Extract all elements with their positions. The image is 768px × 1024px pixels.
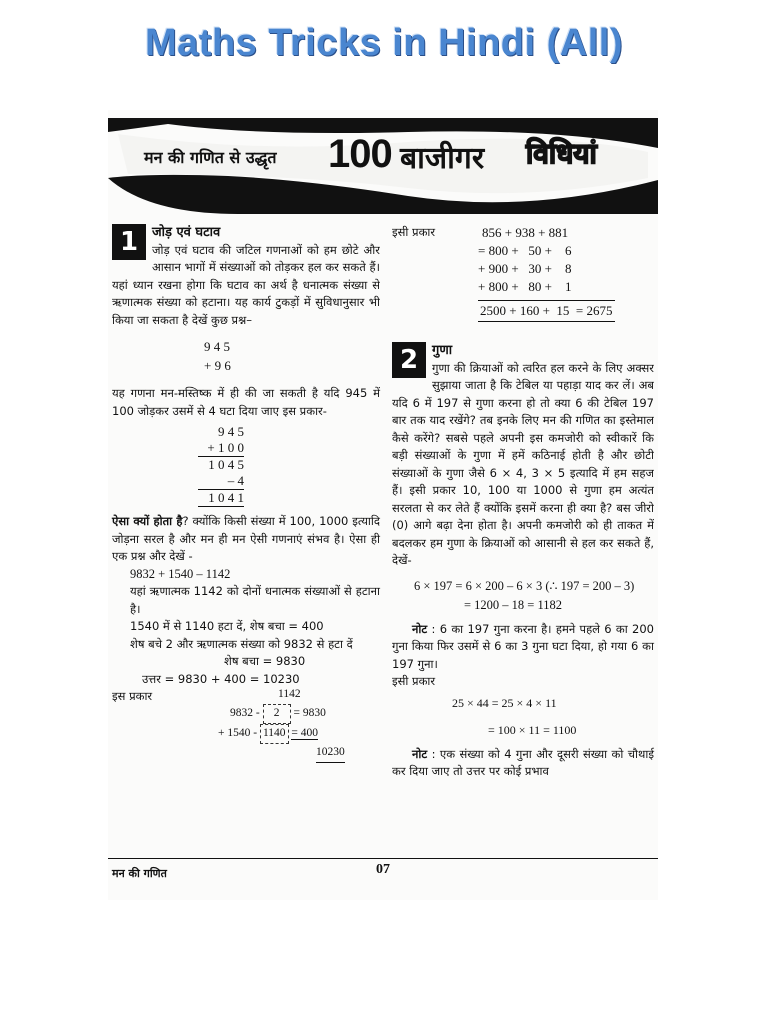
note-text: : एक संख्या को 4 गुना और दूसरी संख्या को चौथाई कर दिया जाए तो उत्तर पर कोई प्रभाव [392,746,654,778]
example-line: + 1 0 0 [198,440,244,457]
label: इस प्रकार [112,689,153,703]
section-heading: जोड़ एवं घटाव [152,225,221,240]
banner-subtitle: मन की गणित से उद्धृत [144,148,277,167]
banner-number: 100 [328,132,392,176]
paragraph: शेष बचा = 9830 [224,654,306,668]
equation: = 100 × 11 = 1100 [488,723,577,737]
example-2 [198,424,244,507]
decomposition-cell: + 1540 - [218,727,258,739]
label: इसी प्रकार [392,674,436,688]
equation: 6 × 197 = 6 × 200 – 6 × 3 (∴ 197 = 200 – 3) [414,578,635,593]
question-2: 9832 + 1540 – 1142 [130,566,231,581]
why-rest: ? क्योंकि किसी संख्या में 100, 1000 इत्यादि जोड़ना सरल है और मन ही मन ऐसी गणनाएं संभव है। ऐसा ही एक प्रश्न और देखें - [112,514,380,563]
addition-result: 2500 + 160 + 15 = 2675 [478,300,615,322]
note-paragraph [392,746,654,781]
footer-rule [108,858,658,859]
banner-word-outline: विधियां [526,137,597,170]
note-label: नोट [412,621,428,636]
decomposition-top: 1142 [278,688,301,700]
right-column [392,224,654,781]
addition-line: = 800 + 50 + 6 [478,243,572,258]
example-line: 9 4 5 [204,339,230,354]
addition-line: + 800 + 80 + 1 [478,279,572,294]
example-line: 1 0 4 5 [208,457,244,472]
decomposition-cell: 2 [263,704,291,724]
label: इसी प्रकार [392,225,436,239]
section-body: गुणा की क्रियाओं को त्वरित हल करने के लिए अक्सर सुझाया जाता है कि टेबिल या पहाड़ा याद कर लें। अब यदि 6 में 197 से गुणा करना हो तो क्या 6 की टेबिल 197 बार तक याद रखेंगे? तब इनके लिए मन की गणित का इस्तेमाल कैसे करेंगे? सबसे पहले अपनी इस कमजोरी को स्वीकारें कि बड़ी संख्याओं के गुणा में हमें कठिनाई होती है और छोटी संख्याओं के गुणा जैसे 6 × 4, 3 × 5 इत्यादि में हम सहज हैं। इसी प्रकार 10, 100 या 1000 से गुणा हम अत्यंत सरलता से कर लेते हैं क्योंकि इसमें करना ही क्या है? बस जीरो (0) आगे बढ़ा देना होता है। अपनी कमजोरी को ही ताकत में बदलकर हम गुणा के क्रियाओं को आसानी से हल कर सकते हैं, देखें- [392,360,654,567]
note-paragraph [392,621,654,674]
decomposition-block [112,688,380,764]
example-line: 9 4 5 [218,424,244,439]
paragraph: यह गणना मन-मस्तिष्क में ही की जा सकती है यदि 945 में 100 जोड़कर उसमें से 4 घटा दिया जाए इस प्रकार- [112,386,380,418]
example-line: 1 0 4 1 [198,490,244,507]
section-number-badge: 1 [112,224,146,260]
note-label: नोट [412,746,428,761]
example-line: – 4 [198,473,244,490]
equation: 25 × 44 = 25 × 4 × 11 [452,695,557,710]
section-heading: गुणा [432,343,453,358]
page-number: 07 [376,862,390,877]
left-column [112,224,380,764]
footer-book-title: मन की गणित [112,867,167,880]
decomposition-cell: 1140 [260,724,289,744]
document-title: Maths Tricks in Hindi (All) [145,22,623,64]
paragraph: उत्तर = 9830 + 400 = 10230 [142,671,300,686]
addition-line: 856 + 938 + 881 [482,225,569,240]
book-page [108,110,658,900]
decomposition-result: 10230 [316,744,345,763]
example-1 [204,337,380,375]
decomposition-cell: 9832 - [230,707,260,719]
decomposition-row [230,704,326,724]
decomposition-row [218,724,318,744]
why-paragraph [112,513,380,566]
section-intro: जोड़ एवं घटाव की जटिल गणनाओं को हम छोटे और आसान भागों में संख्याओं को तोड़कर हल कर सकते हैं। यहां ध्यान रखना होगा कि घटाव का अर्थ है धनात्मक संख्या से ऋणात्मक संख्या को हटाना। यह कार्य टुकड़ों में सुविधानुसार भी किया जा सकता है देखें कुछ प्रश्न– [112,242,380,327]
paragraph: यहां ऋणात्मक 1142 को दोनों धनात्मक संख्याओं से हटाना है। [130,584,380,616]
why-bold: ऐसा क्यों होता है [112,514,183,528]
paragraph: शेष बचे 2 और ऋणात्मक संख्या को 9832 से हटा दें [130,636,353,651]
paragraph: 1540 में से 1140 हटा दें, शेष बचा = 400 [130,619,324,633]
decomposition-cell: = 9830 [293,707,326,719]
note-text: : 6 का 197 गुना करना है। हमने पहले 6 का 200 गुना किया फिर उसमें से 6 का 3 गुना घटा दिया, हो गया 6 का 197 गुना। [392,621,654,671]
decomposition-cell: = 400 [291,727,319,739]
equation: = 1200 – 18 = 1182 [464,598,563,612]
banner-word: बाजीगर [400,141,485,176]
addition-line: + 900 + 30 + 8 [478,261,572,276]
addition-example [392,224,654,334]
section-number-badge: 2 [392,342,426,378]
example-line: + 9 6 [204,358,231,373]
